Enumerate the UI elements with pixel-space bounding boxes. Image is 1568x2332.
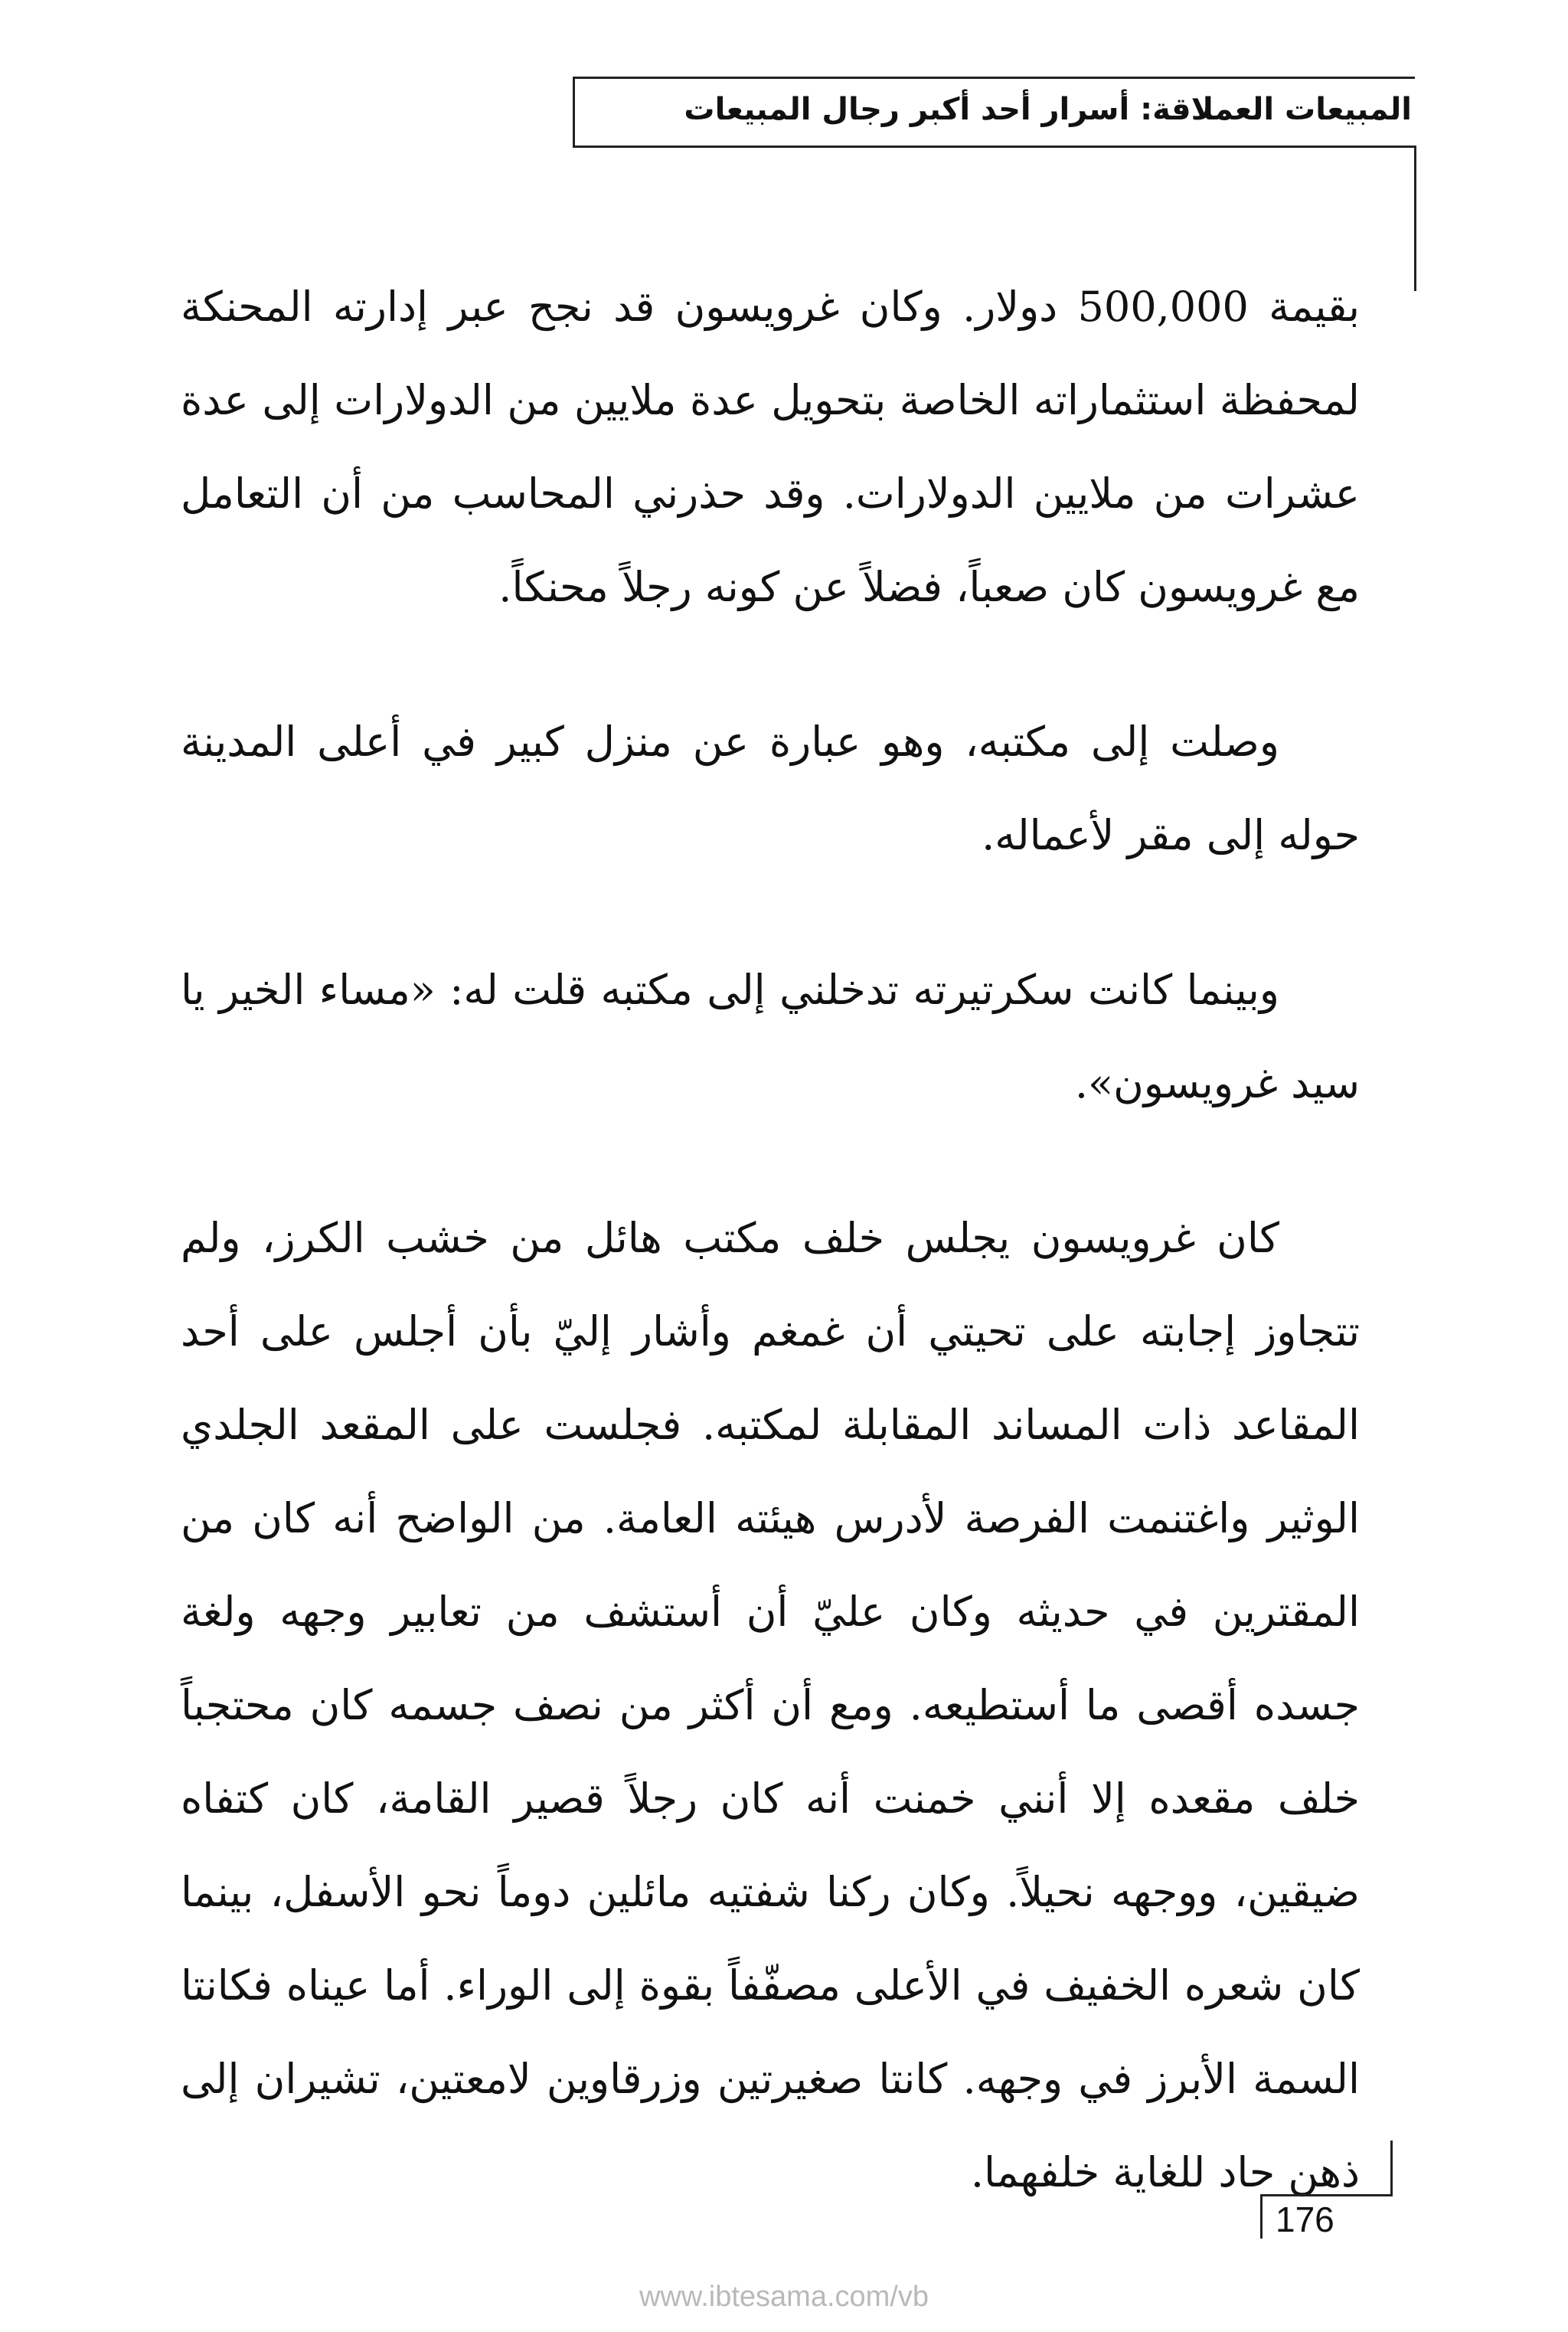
page-number-rule-left	[1260, 2194, 1263, 2239]
header-rule-bottom	[573, 146, 1415, 148]
body-text	[181, 260, 1360, 2281]
watermark: www.ibtesama.com/vb	[639, 2281, 929, 2313]
paragraph-1: بقيمة 500,000 دولار. وكان غرويسون قد نجح عبر إدارته المحنكة لمحفظة استثماراته الخاصة بتحويل عدة ملايين من الدولارات إلى عدة عشرات من ملايين الدولارات. وقد حذرني المحاسب من أن التعامل مع غرويسون كان صعباً، فضلاً عن كونه رجلاً محنكاً.	[181, 283, 1360, 611]
header-rule-top	[573, 77, 1415, 79]
page-number-rule-top	[1260, 2194, 1393, 2196]
header-rule-left	[573, 77, 575, 147]
page-number: 176	[1276, 2200, 1334, 2239]
page-number-rule-right	[1390, 2141, 1393, 2194]
paragraph-4: كان غرويسون يجلس خلف مكتب هائل من خشب الكرز، ولم تتجاوز إجابته على تحيتي أن غمغم وأشار إليّ بأن أجلس على أحد المقاعد ذات المساند المقابلة لمكتبه. فجلست على المقعد الجلدي الوثير واغتنمت الفرصة لأدرس هيئته العامة. من الواضح أنه كان من المقترين في حديثه وكان عليّ أن أستشف من تعابير وجهه ولغة جسده أقصى ما أستطيعه. ومع أن أكثر من نصف جسمه كان محتجباً خلف مقعده إلا أنني خمنت أنه كان رجلاً قصير القامة، كان كتفاه ضيقين، ووجهه نحيلاً. وكان ركنا شفتيه مائلين دوماً نحو الأسفل، بينما كان شعره الخفيف في الأعلى مصفّفاً بقوة إلى الوراء. أما عيناه فكانتا السمة الأبرز في وجهه. كانتا صغيرتين وزرقاوين لامعتين، تشيران إلى ذهن حاد للغاية خلفهما.	[181, 1214, 1360, 2196]
running-header-title: المبيعات العملاقة: أسرار أحد أكبر رجال المبيعات	[684, 92, 1412, 127]
header-rule-right-drop	[1414, 146, 1416, 291]
page-number-frame	[1256, 2141, 1393, 2239]
paragraph-3: وبينما كانت سكرتيرته تدخلني إلى مكتبه قلت له: «مساء الخير يا سيد غرويسون».	[181, 966, 1360, 1107]
running-header	[567, 70, 1416, 147]
paragraph-2: وصلت إلى مكتبه، وهو عبارة عن منزل كبير في أعلى المدينة حوله إلى مقر لأعماله.	[181, 718, 1360, 859]
